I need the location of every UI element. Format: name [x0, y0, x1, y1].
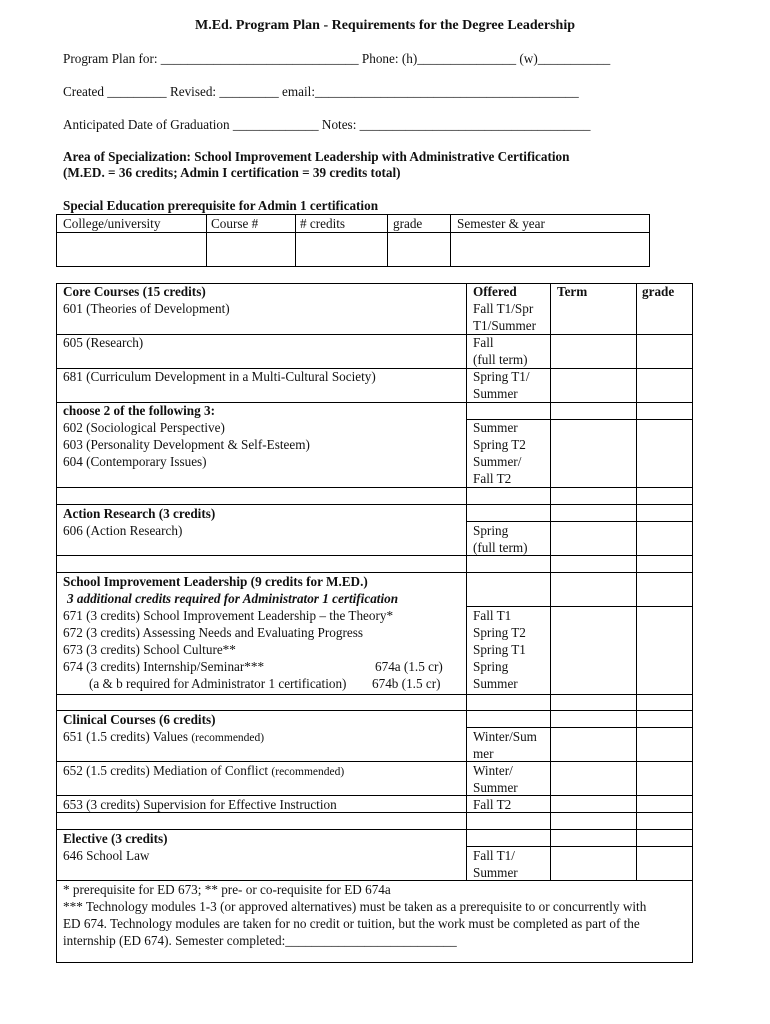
sped-header-semester: Semester & year	[457, 216, 545, 231]
course-671-offered: Fall T1	[473, 608, 512, 623]
course-672: 672 (3 credits) Assessing Needs and Evaluating Progress	[63, 625, 363, 640]
program-plan-line[interactable]: Program Plan for: ______________________________ Phone: (h)_______________ (w)___________	[63, 51, 611, 66]
course-671: 671 (3 credits) School Improvement Leadership – the Theory*	[63, 608, 394, 623]
course-674-note: (a & b required for Administrator 1 certification)	[89, 676, 347, 691]
elective-heading: Elective (3 credits)	[63, 831, 168, 846]
graduation-notes-line[interactable]: Anticipated Date of Graduation _____________ Notes: ___________________________________	[63, 117, 591, 132]
course-605-offered-1: Fall	[473, 335, 494, 350]
footnote-line-2: *** Technology modules 1-3 (or approved alternatives) must be taken as a prerequisite to or concurrently with	[63, 899, 647, 914]
course-646: 646 School Law	[63, 848, 150, 863]
course-646-offered-2: Summer	[473, 865, 518, 880]
course-681-offered-2: Summer	[473, 386, 518, 401]
sped-header-college: College/university	[63, 216, 161, 231]
clinical-heading: Clinical Courses (6 credits)	[63, 712, 216, 727]
course-601: 601 (Theories of Development)	[63, 301, 230, 316]
sped-input-course[interactable]	[207, 233, 295, 266]
course-652	[63, 762, 344, 781]
footnote-line-4[interactable]: internship (ED 674). Semester completed:__________________________	[63, 933, 457, 948]
specialization-line1: Area of Specialization: School Improvement Leadership with Administrative Certification	[63, 149, 570, 164]
sped-input-college[interactable]	[57, 233, 206, 266]
course-604-offered-2: Fall T2	[473, 471, 512, 486]
course-605: 605 (Research)	[63, 335, 144, 350]
course-601-offered-2: T1/Summer	[473, 318, 537, 333]
course-672-offered: Spring T2	[473, 625, 526, 640]
course-602: 602 (Sociological Perspective)	[63, 420, 225, 435]
core-courses-heading: Core Courses (15 credits)	[63, 284, 206, 299]
course-673: 673 (3 credits) School Culture**	[63, 642, 236, 657]
course-603: 603 (Personality Development & Self-Esteem)	[63, 437, 310, 452]
course-674b: 674b (1.5 cr)	[372, 676, 441, 691]
course-674a-offered: Spring	[473, 659, 509, 674]
course-602-offered: Summer	[473, 420, 518, 435]
sped-input-semester[interactable]	[451, 233, 649, 266]
course-673-offered: Spring T1	[473, 642, 526, 657]
course-652-label: 652 (1.5 credits) Mediation of Conflict	[63, 763, 269, 778]
course-603-offered: Spring T2	[473, 437, 526, 452]
course-652-recommended: (recommended)	[271, 766, 345, 778]
course-652-offered-2: Summer	[473, 780, 518, 795]
specialization-line2: (M.ED. = 36 credits; Admin I certification = 39 credits total)	[63, 165, 401, 180]
offered-header: Offered	[473, 284, 517, 299]
course-651-offered-2: mer	[473, 746, 494, 761]
footnote-line-3: ED 674. Technology modules are taken for no credit or tuition, but the work must be completed as part of the	[63, 916, 640, 931]
sped-heading: Special Education prerequisite for Admin 1 certification	[63, 198, 379, 213]
course-653: 653 (3 credits) Supervision for Effective Instruction	[63, 797, 337, 812]
course-651-offered-1: Winter/Sum	[473, 729, 537, 744]
course-606-offered-2: (full term)	[473, 540, 528, 555]
action-research-heading: Action Research (3 credits)	[63, 506, 216, 521]
created-revised-email-line[interactable]: Created _________ Revised: _________ email:________________________________________	[63, 84, 579, 99]
course-601-offered-1: Fall T1/Spr	[473, 301, 534, 316]
course-646-offered-1: Fall T1/	[473, 848, 515, 863]
course-674b-offered: Summer	[473, 676, 518, 691]
sped-header-credits: # credits	[300, 216, 346, 231]
course-652-offered-1: Winter/	[473, 763, 513, 778]
course-653-offered: Fall T2	[473, 797, 512, 812]
course-681-offered-1: Spring T1/	[473, 369, 530, 384]
course-605-offered-2: (full term)	[473, 352, 528, 367]
term-header: Term	[557, 284, 588, 299]
footnote-line-1: * prerequisite for ED 673; ** pre- or co-requisite for ED 674a	[63, 882, 391, 897]
sil-heading: School Improvement Leadership (9 credits for M.ED.)	[63, 574, 368, 589]
course-674a: 674a (1.5 cr)	[375, 659, 443, 674]
course-651-recommended: (recommended)	[191, 732, 265, 744]
page-title: M.Ed. Program Plan - Requirements for the Degree Leadership	[194, 18, 576, 33]
sped-input-grade[interactable]	[388, 233, 450, 266]
course-674: 674 (3 credits) Internship/Seminar***	[63, 659, 265, 674]
sil-subheading: 3 additional credits required for Administrator 1 certification	[67, 591, 399, 606]
course-651-label: 651 (1.5 credits) Values	[63, 729, 189, 744]
course-606: 606 (Action Research)	[63, 523, 183, 538]
course-606-offered-1: Spring	[473, 523, 509, 538]
sped-header-course: Course #	[211, 216, 259, 231]
choose-heading: choose 2 of the following 3:	[63, 403, 216, 418]
sped-input-credits[interactable]	[296, 233, 387, 266]
course-604-offered-1: Summer/	[473, 454, 522, 469]
course-681: 681 (Curriculum Development in a Multi-Cultural Society)	[63, 369, 376, 384]
grade-header: grade	[642, 284, 675, 299]
course-651	[63, 728, 264, 747]
sped-header-grade: grade	[393, 216, 423, 231]
course-604: 604 (Contemporary Issues)	[63, 454, 207, 469]
